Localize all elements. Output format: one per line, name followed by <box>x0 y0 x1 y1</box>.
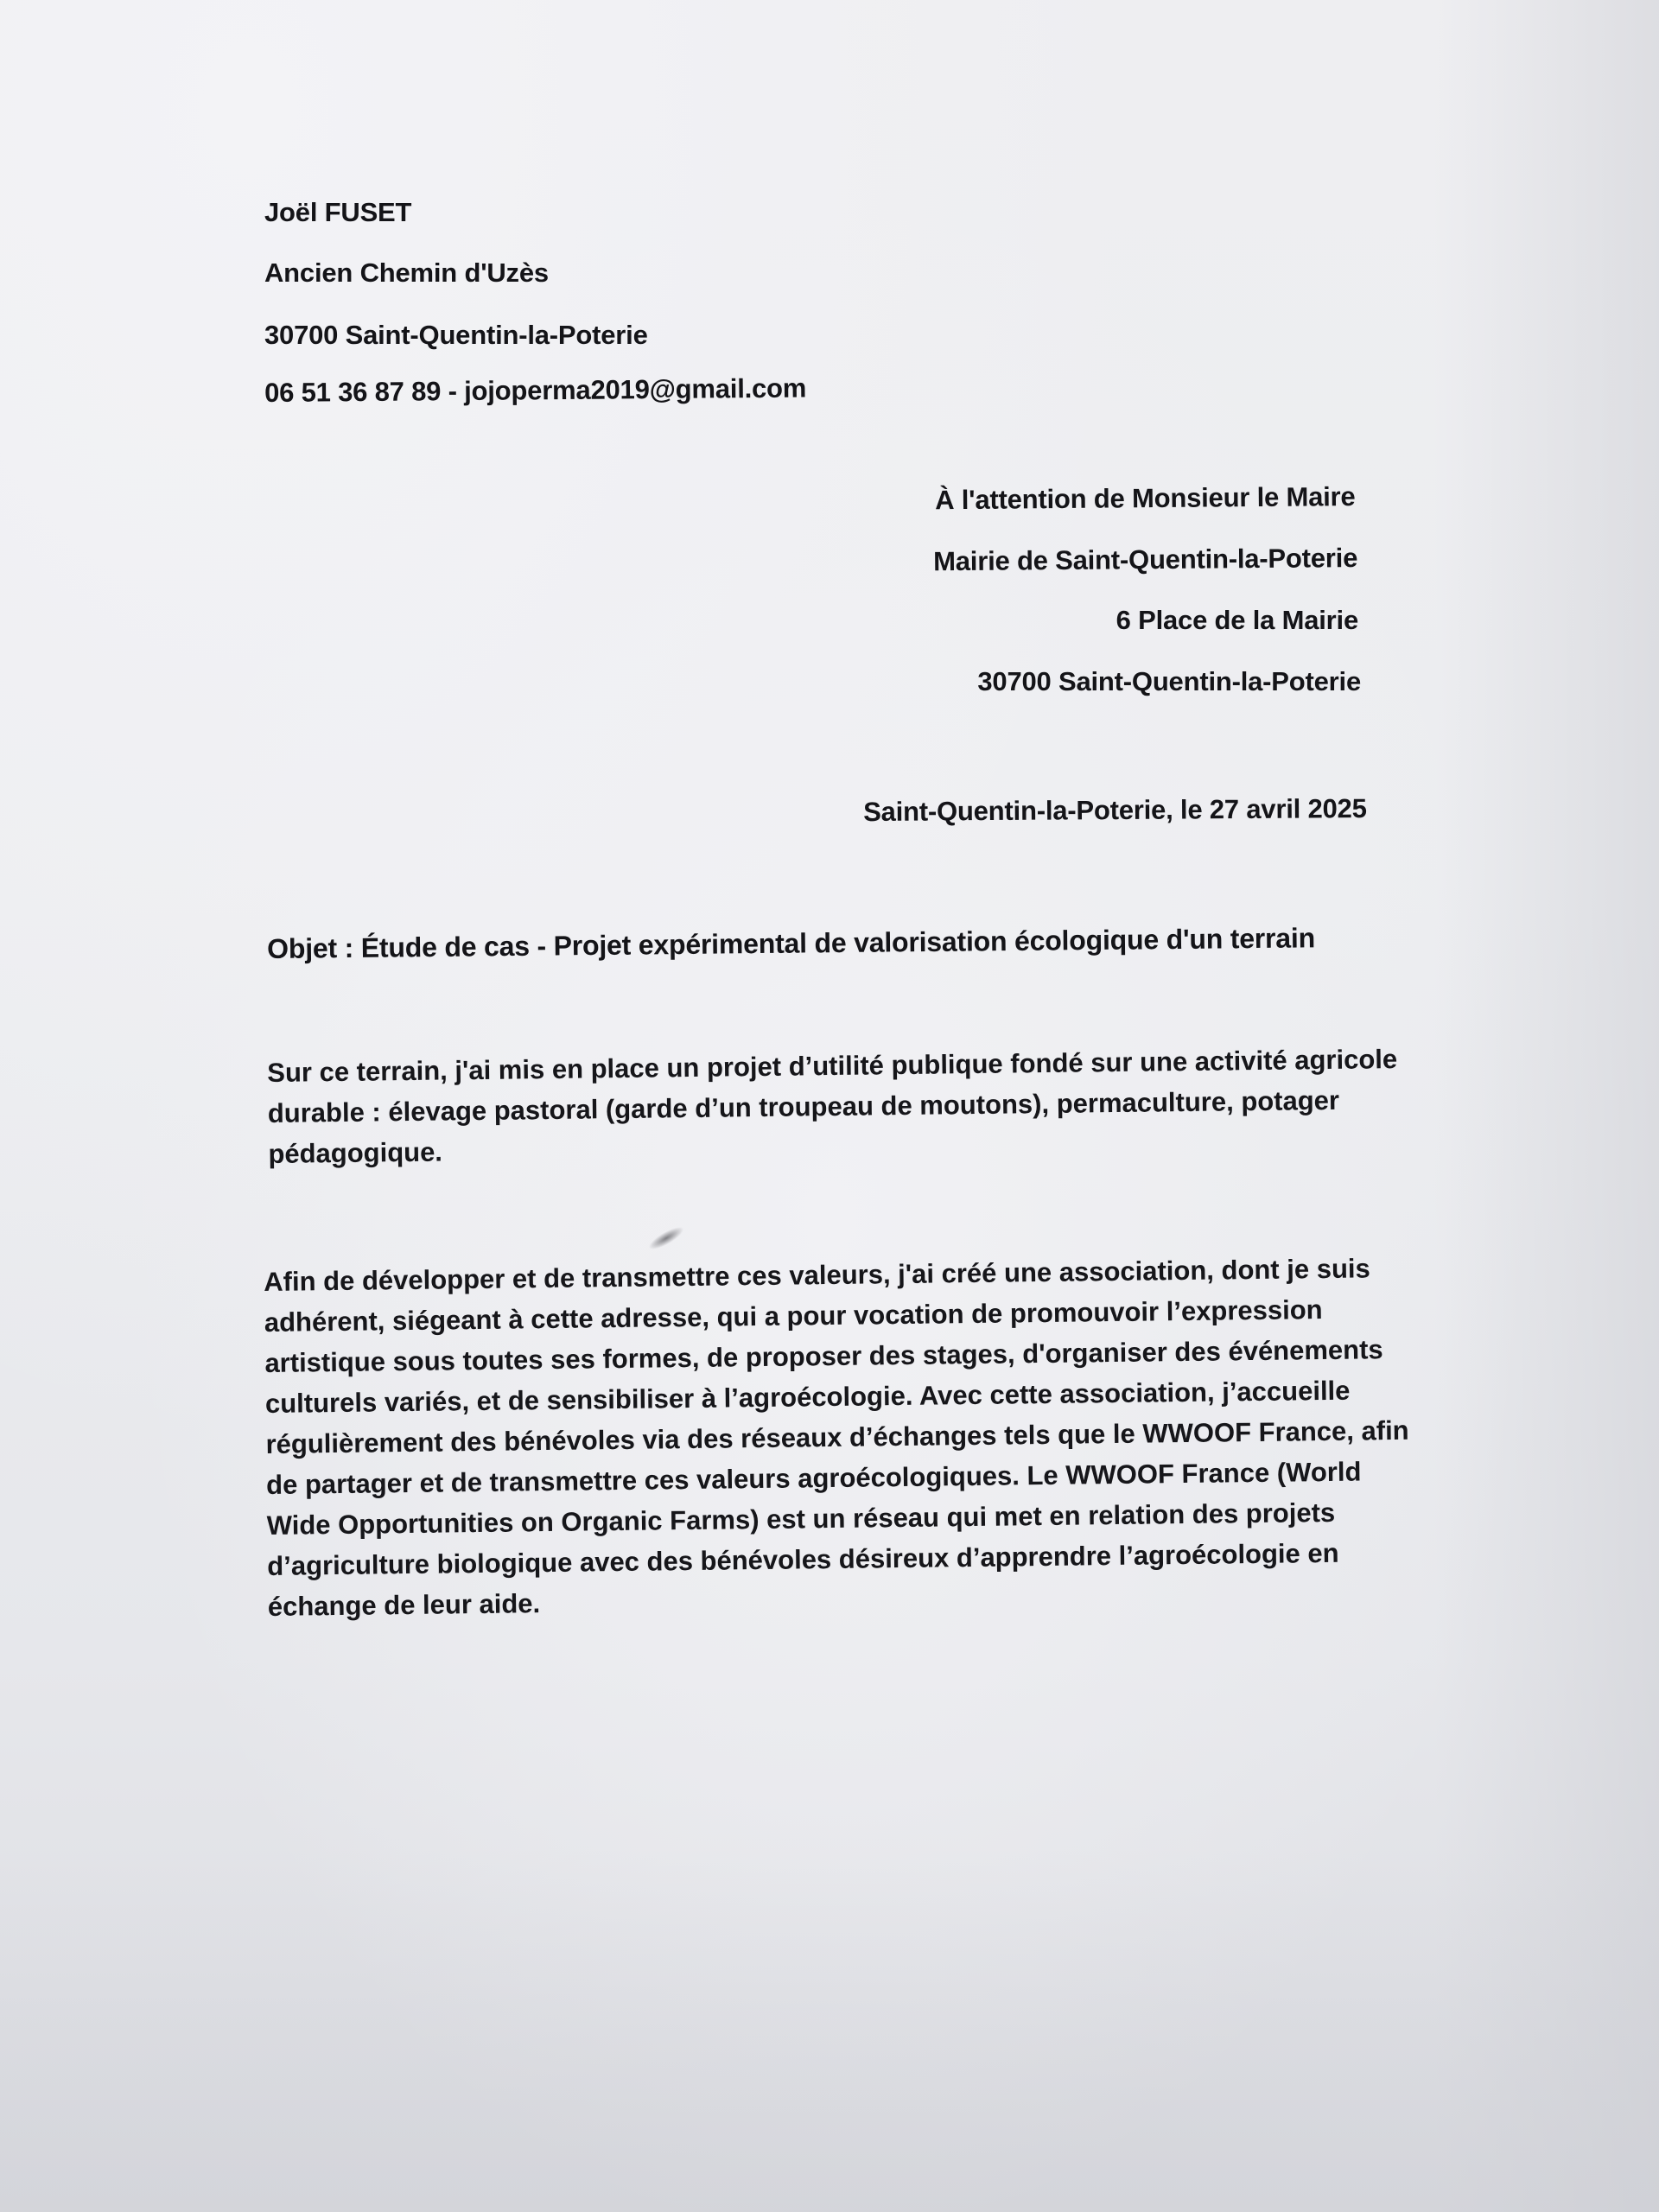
recipient-office: Mairie de Saint-Quentin-la-Poterie <box>933 543 1358 577</box>
paragraph-line: de partager et de transmettre ces valeurs agroécologiques. Le WWOOF France (World <box>265 1456 1362 1500</box>
paragraph-line: régulièrement des bénévoles via des réseaux d’échanges tels que le WWOOF France, afin <box>265 1414 1409 1459</box>
paragraph-line: adhérent, siégeant à cette adresse, qui a pour vocation de promouvoir l’expression <box>264 1294 1323 1338</box>
ink-smudge <box>646 1223 687 1253</box>
paragraph-line: d’agriculture biologique avec des bénévoles désireux d’apprendre l’agroécologie en <box>267 1537 1339 1581</box>
sender-name: Joël FUSET <box>264 197 412 227</box>
sender-street: Ancien Chemin d'Uzès <box>264 257 549 288</box>
paragraph-1 <box>267 1039 1399 1174</box>
paragraph-line: Wide Opportunities on Organic Farms) est un réseau qui met en relation des projets <box>266 1497 1336 1541</box>
paragraph-line: Sur ce terrain, j'ai mis en place un projet d’utilité publique fondé sur une activité agricole <box>267 1044 1398 1088</box>
sender-contact: 06 51 36 87 89 - jojoperma2019@gmail.com <box>264 372 807 408</box>
paragraph-line: pédagogique. <box>268 1136 443 1169</box>
recipient-street: 6 Place de la Mairie <box>1116 605 1358 635</box>
paper-shadow-bottom <box>0 1849 1659 2212</box>
paragraph-line: Afin de développer et de transmettre ces valeurs, j'ai créé une association, dont je suis <box>264 1253 1370 1297</box>
date-line: Saint-Quentin-la-Poterie, le 27 avril 2025 <box>863 793 1368 828</box>
paragraph-line: durable : élevage pastoral (garde d’un troupeau de moutons), permaculture, potager <box>267 1084 1340 1128</box>
sender-city: 30700 Saint-Quentin-la-Poterie <box>264 320 648 350</box>
paragraph-line: culturels variés, et de sensibiliser à l’agroécologie. Avec cette association, j’accueille <box>264 1375 1351 1419</box>
recipient-attention: À l'attention de Monsieur le Maire <box>934 481 1356 516</box>
paragraph-line: échange de leur aide. <box>267 1588 541 1622</box>
paragraph-line: artistique sous toutes ses formes, de proposer des stages, d'organiser des événements <box>264 1334 1383 1378</box>
subject-line: Objet : Étude de cas - Projet expérimental de valorisation écologique d'un terrain <box>267 922 1316 964</box>
recipient-city: 30700 Saint-Quentin-la-Poterie <box>977 666 1361 696</box>
paper-shadow-right <box>1434 0 1659 2212</box>
paragraph-2 <box>264 1248 1411 1627</box>
